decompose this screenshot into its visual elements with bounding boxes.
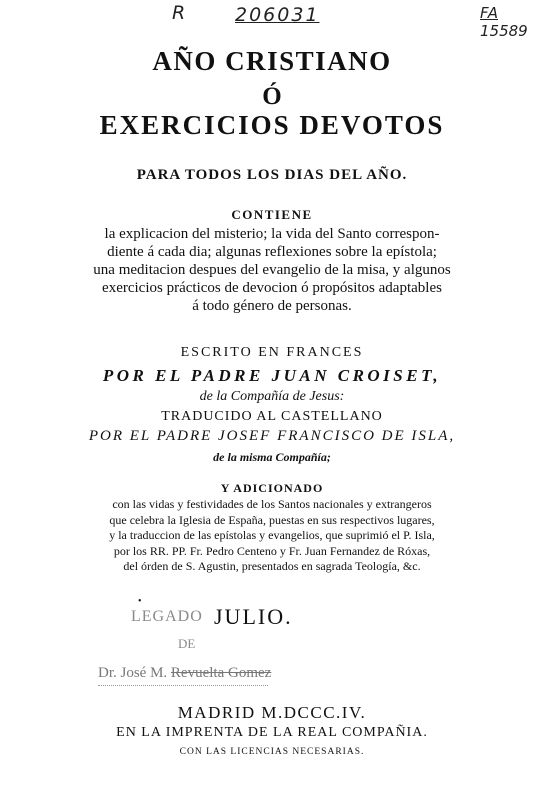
- translated-into-castilian: TRADUCIDO AL CASTELLANO: [161, 409, 383, 424]
- ink-dot: •: [138, 596, 142, 607]
- adicionado-line: que celebra la Iglesia de España, puestas en sus respectivos lugares,: [109, 512, 435, 527]
- contiene-heading: CONTIENE: [231, 207, 313, 222]
- adicionado-description: [0, 497, 544, 575]
- title-tagline: PARA TODOS LOS DIAS DEL AÑO.: [136, 167, 408, 183]
- adicionado-line: y la traduccion de las epístolas y evangelios, que suprimió el P. Isla,: [109, 528, 435, 542]
- translator-society: de la misma Compañía;: [213, 450, 331, 464]
- contiene-line: la explicacion del misterio; la vida del Santo correspon-: [104, 226, 440, 242]
- title-main: AÑO CRISTIANO: [152, 46, 392, 76]
- imprint-licences: CON LAS LICENCIAS NECESARIAS.: [179, 747, 365, 757]
- shelf-mark: [480, 4, 528, 40]
- imprint-printer: EN LA IMPRENTA DE LA REAL COMPAÑIA.: [116, 725, 428, 740]
- shelf-mark-line2: 15589: [480, 22, 528, 40]
- volume-month: JULIO.: [214, 604, 293, 629]
- contiene-line: una meditacion despues del evangelio de la misa, y algunos: [93, 262, 451, 278]
- donor-rule: [98, 685, 268, 686]
- call-number-mark: 206031: [235, 4, 320, 26]
- contiene-line: exercicios prácticos de devocion ó propósitos adaptables: [102, 280, 442, 296]
- legacy-stamp: LEGADO: [131, 608, 203, 625]
- title-subtitle: EXERCICIOS DEVOTOS: [99, 110, 445, 140]
- donor-name-struck: Revuelta Gomez: [170, 665, 272, 681]
- contiene-description: [0, 225, 544, 315]
- adicionado-heading: Y ADICIONADO: [220, 481, 324, 495]
- adicionado-line: por los RR. PP. Fr. Pedro Centeno y Fr. Juan Fernandez de Róxas,: [113, 543, 431, 558]
- author-society: de la Compañía de Jesus:: [199, 389, 345, 404]
- call-letter-mark: R: [172, 2, 186, 24]
- contiene-line: diente á cada dia; algunas reflexiones sobre la epístola;: [107, 244, 437, 260]
- written-in-french: ESCRITO EN FRANCES: [180, 345, 364, 360]
- adicionado-line: con las vidas y festividades de los Santos nacionales y extrangeros: [112, 497, 432, 511]
- contiene-line: á todo género de personas.: [192, 298, 352, 314]
- translator-isla: POR EL PADRE JOSEF FRANCISCO DE ISLA,: [88, 428, 456, 444]
- title-conjunction: Ó: [262, 83, 282, 110]
- donor-name-text: Dr. José M.: [98, 665, 168, 681]
- donor-name: [98, 665, 271, 682]
- author-croiset: POR EL PADRE JUAN CROISET,: [102, 366, 442, 385]
- adicionado-line: del órden de S. Agustin, presentados en sagrada Teología, &c.: [123, 559, 421, 573]
- legacy-stamp-de: DE: [178, 636, 196, 651]
- shelf-mark-line1: FA: [480, 4, 499, 22]
- imprint-place-year: MADRID M.DCCC.IV.: [177, 703, 367, 722]
